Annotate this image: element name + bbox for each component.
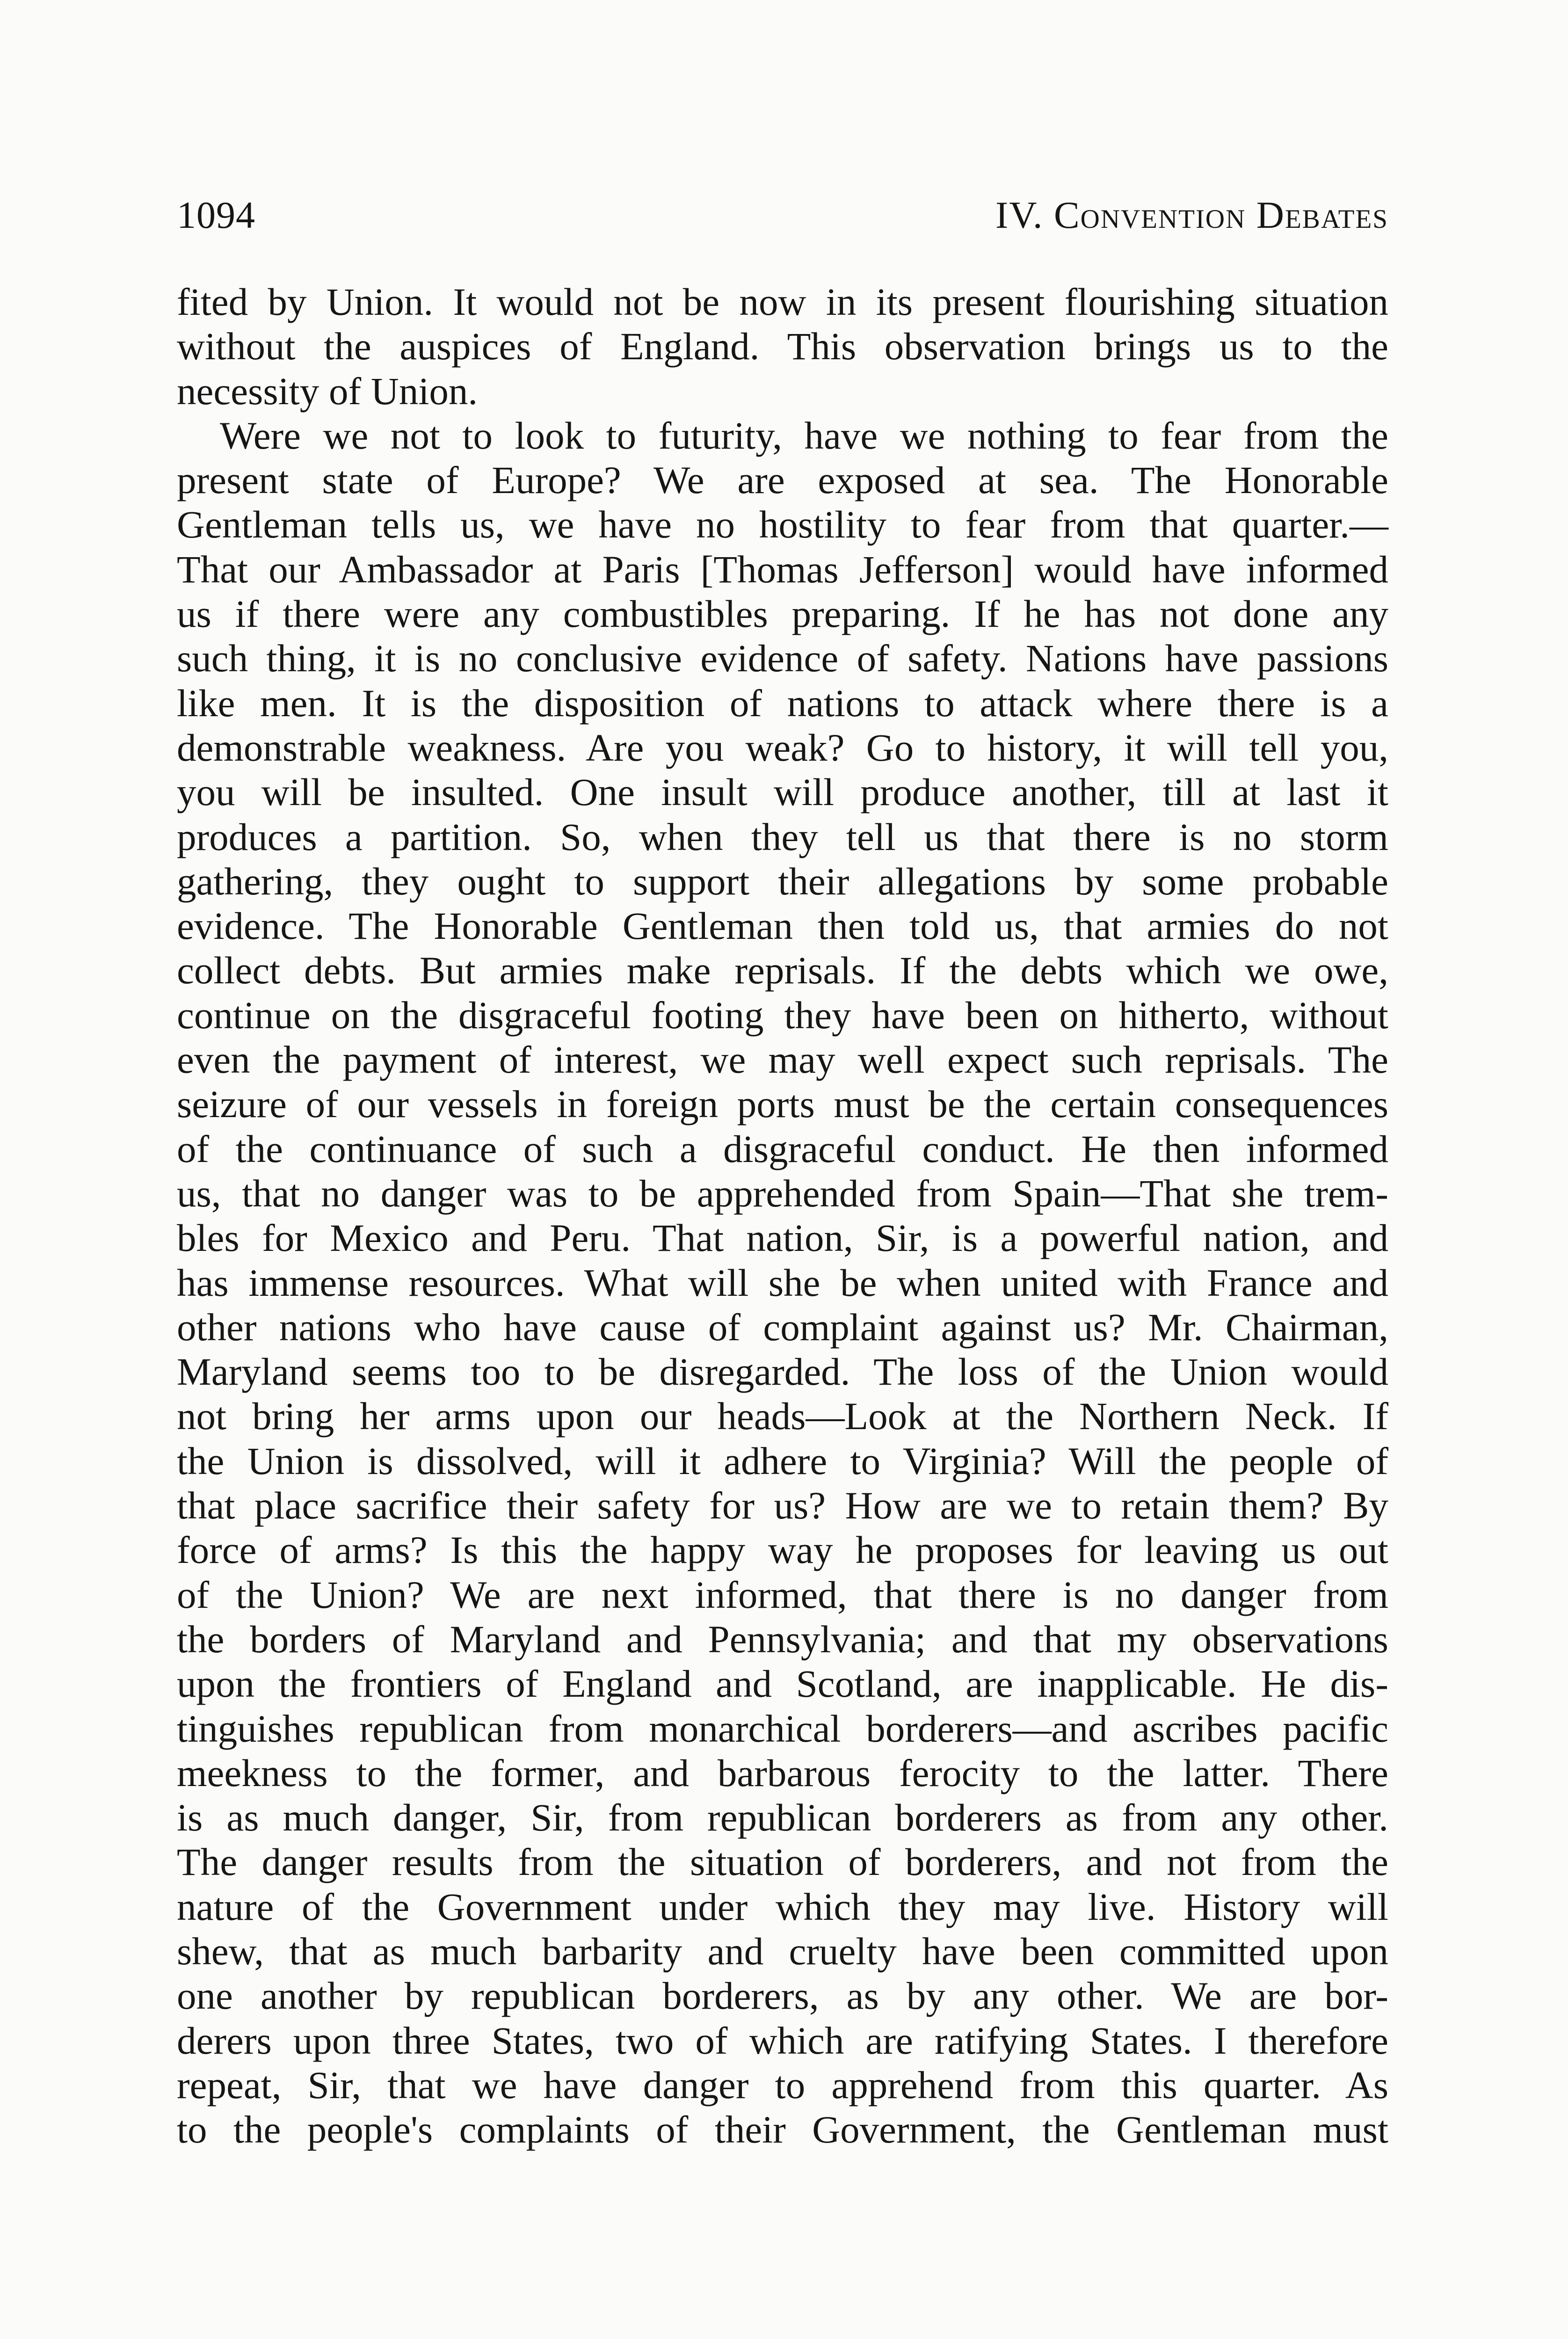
text-line: Maryland seems too to be disregarded. The loss of the Union would [177,1350,1388,1394]
text-line: shew, that as much barbarity and cruelty have been committed upon [177,1929,1388,1973]
text-line: demonstrable weakness. Are you weak? Go to history, it will tell you, [177,726,1388,769]
text-line: one another by republican borderers, as by any other. We are bor- [177,1974,1388,2018]
text-line: That our Ambassador at Paris [Thomas Jefferson] would have informed [177,547,1388,591]
text-line: you will be insulted. One insult will produce another, till at last it [177,770,1388,814]
text-line: us, that no danger was to be apprehended from Spain—That she trem- [177,1171,1388,1215]
text-line: The danger results from the situation of borderers, and not from the [177,1840,1388,1884]
text-line: tinguishes republican from monarchical borderers—and ascribes pacific [177,1707,1388,1750]
text-line: bles for Mexico and Peru. That nation, Sir, is a powerful nation, and [177,1216,1388,1260]
text-line: present state of Europe? We are exposed at sea. The Honorable [177,458,1388,502]
text-line: seizure of our vessels in foreign ports must be the certain consequences [177,1082,1388,1126]
text-line: without the auspices of England. This observation brings us to the [177,325,1388,368]
page-number: 1094 [177,194,255,236]
text-line: fited by Union. It would not be now in its present flourishing situation [177,280,1388,323]
text-line: of the continuance of such a disgraceful conduct. He then informed [177,1127,1388,1170]
text-line: like men. It is the disposition of nations to attack where there is a [177,681,1388,725]
text-line: the Union is dissolved, will it adhere to Virginia? Will the people of [177,1439,1388,1482]
text-line: that place sacrifice their safety for us? How are we to retain them? By [177,1484,1388,1527]
text-line: other nations who have cause of complaint against us? Mr. Chairman, [177,1305,1388,1349]
text-line: meekness to the former, and barbarous ferocity to the latter. There [177,1751,1388,1794]
text-line: even the payment of interest, we may well expect such reprisals. The [177,1038,1388,1082]
text-line: produces a partition. So, when they tell us that there is no storm [177,815,1388,858]
text-line: gathering, they ought to support their allegations by some probable [177,859,1388,903]
text-line: nature of the Government under which they may live. History will [177,1885,1388,1928]
running-head [177,189,1388,241]
text-line: derers upon three States, two of which are ratifying States. I therefore [177,2019,1388,2062]
text-line: Were we not to look to futurity, have we nothing to fear from the [220,414,1388,457]
text-line: evidence. The Honorable Gentleman then told us, that armies do not [177,904,1388,948]
text-line: of the Union? We are next informed, that there is no danger from [177,1573,1388,1616]
text-line: necessity of Union. [177,369,478,413]
text-line: continue on the disgraceful footing they have been on hitherto, without [177,993,1388,1037]
text-line: is as much danger, Sir, from republican borderers as from any other. [177,1796,1388,1839]
text-line: to the people's complaints of their Government, the Gentleman must [177,2108,1388,2151]
text-line: upon the frontiers of England and Scotland, are inapplicable. He dis- [177,1662,1388,1706]
text-line: Gentleman tells us, we have no hostility to fear from that quarter.— [177,503,1388,546]
text-line: us if there were any combustibles preparing. If he has not done any [177,592,1388,636]
text-line: the borders of Maryland and Pennsylvania; and that my observations [177,1617,1388,1661]
section-title: IV. Convention Debates [995,194,1388,236]
text-line: force of arms? Is this the happy way he proposes for leaving us out [177,1528,1388,1572]
text-line: repeat, Sir, that we have danger to apprehend from this quarter. As [177,2063,1388,2107]
text-line: such thing, it is no conclusive evidence of safety. Nations have passions [177,637,1388,680]
text-line: not bring her arms upon our heads—Look at the Northern Neck. If [177,1395,1388,1438]
text-line: has immense resources. What will she be when united with France and [177,1261,1388,1304]
text-line: collect debts. But armies make reprisals. If the debts which we owe, [177,949,1388,992]
body-text [177,280,1388,2152]
